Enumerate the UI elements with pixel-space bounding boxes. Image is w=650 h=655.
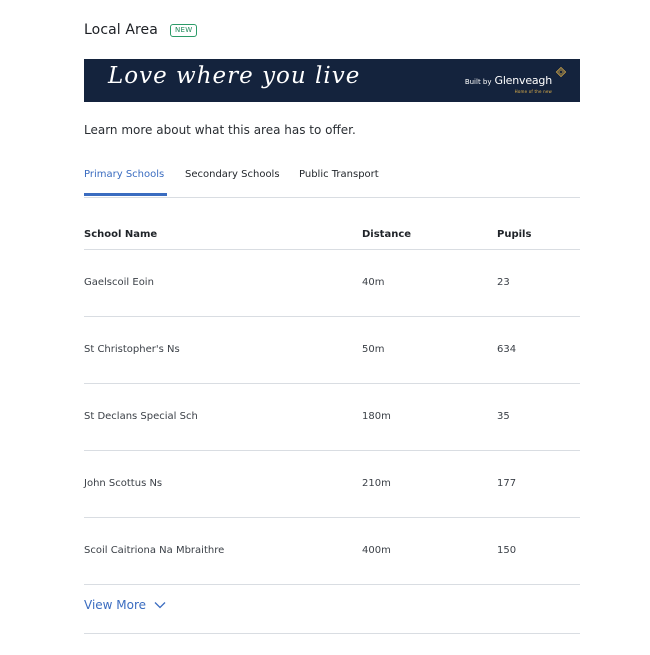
schools-table-body — [84, 250, 580, 585]
header-distance: Distance — [362, 229, 412, 240]
view-more-label: View More — [84, 598, 147, 612]
tab-secondary-schools[interactable]: Secondary Schools — [185, 169, 280, 180]
brand-logo — [465, 74, 552, 87]
table-row — [84, 317, 580, 384]
brand-name: Glenveagh — [494, 74, 552, 87]
section-header — [84, 22, 197, 38]
school-name: John Scottus Ns — [84, 478, 163, 489]
promo-banner — [84, 59, 580, 102]
school-name: St Christopher's Ns — [84, 344, 180, 355]
header-pupils: Pupils — [497, 229, 532, 240]
school-pupils: 150 — [497, 545, 517, 556]
brand-tagline: Home of the new — [514, 89, 552, 94]
table-row — [84, 384, 580, 451]
active-tab-indicator — [84, 193, 167, 196]
bottom-divider — [84, 633, 580, 634]
intro-text: Learn more about what this area has to offer. — [84, 123, 356, 137]
chevron-down-icon — [154, 601, 166, 609]
table-header — [84, 229, 580, 250]
table-row — [84, 518, 580, 585]
brand-prefix: Built by — [464, 78, 492, 86]
school-name: St Declans Special Sch — [84, 411, 198, 422]
school-distance: 210m — [362, 478, 391, 489]
brand-mark-icon — [556, 67, 566, 77]
school-name: Scoil Caitriona Na Mbraithre — [84, 545, 225, 556]
school-distance: 40m — [362, 277, 385, 288]
school-distance: 180m — [362, 411, 391, 422]
school-pupils: 177 — [497, 478, 517, 489]
tab-primary-schools[interactable]: Primary Schools — [84, 169, 165, 180]
table-row — [84, 250, 580, 317]
header-school-name: School Name — [84, 229, 158, 240]
view-more-button[interactable] — [84, 598, 166, 612]
school-pupils: 35 — [497, 411, 510, 422]
new-badge: NEW — [170, 24, 197, 37]
table-row — [84, 451, 580, 518]
school-pupils: 634 — [497, 344, 517, 355]
tab-public-transport[interactable]: Public Transport — [299, 169, 379, 180]
school-distance: 400m — [362, 545, 391, 556]
school-name: Gaelscoil Eoin — [84, 277, 154, 288]
tab-bar — [84, 160, 580, 198]
school-pupils: 23 — [497, 277, 510, 288]
section-title: Local Area — [84, 22, 158, 38]
banner-slogan: Love where you live — [108, 63, 361, 89]
school-distance: 50m — [362, 344, 385, 355]
